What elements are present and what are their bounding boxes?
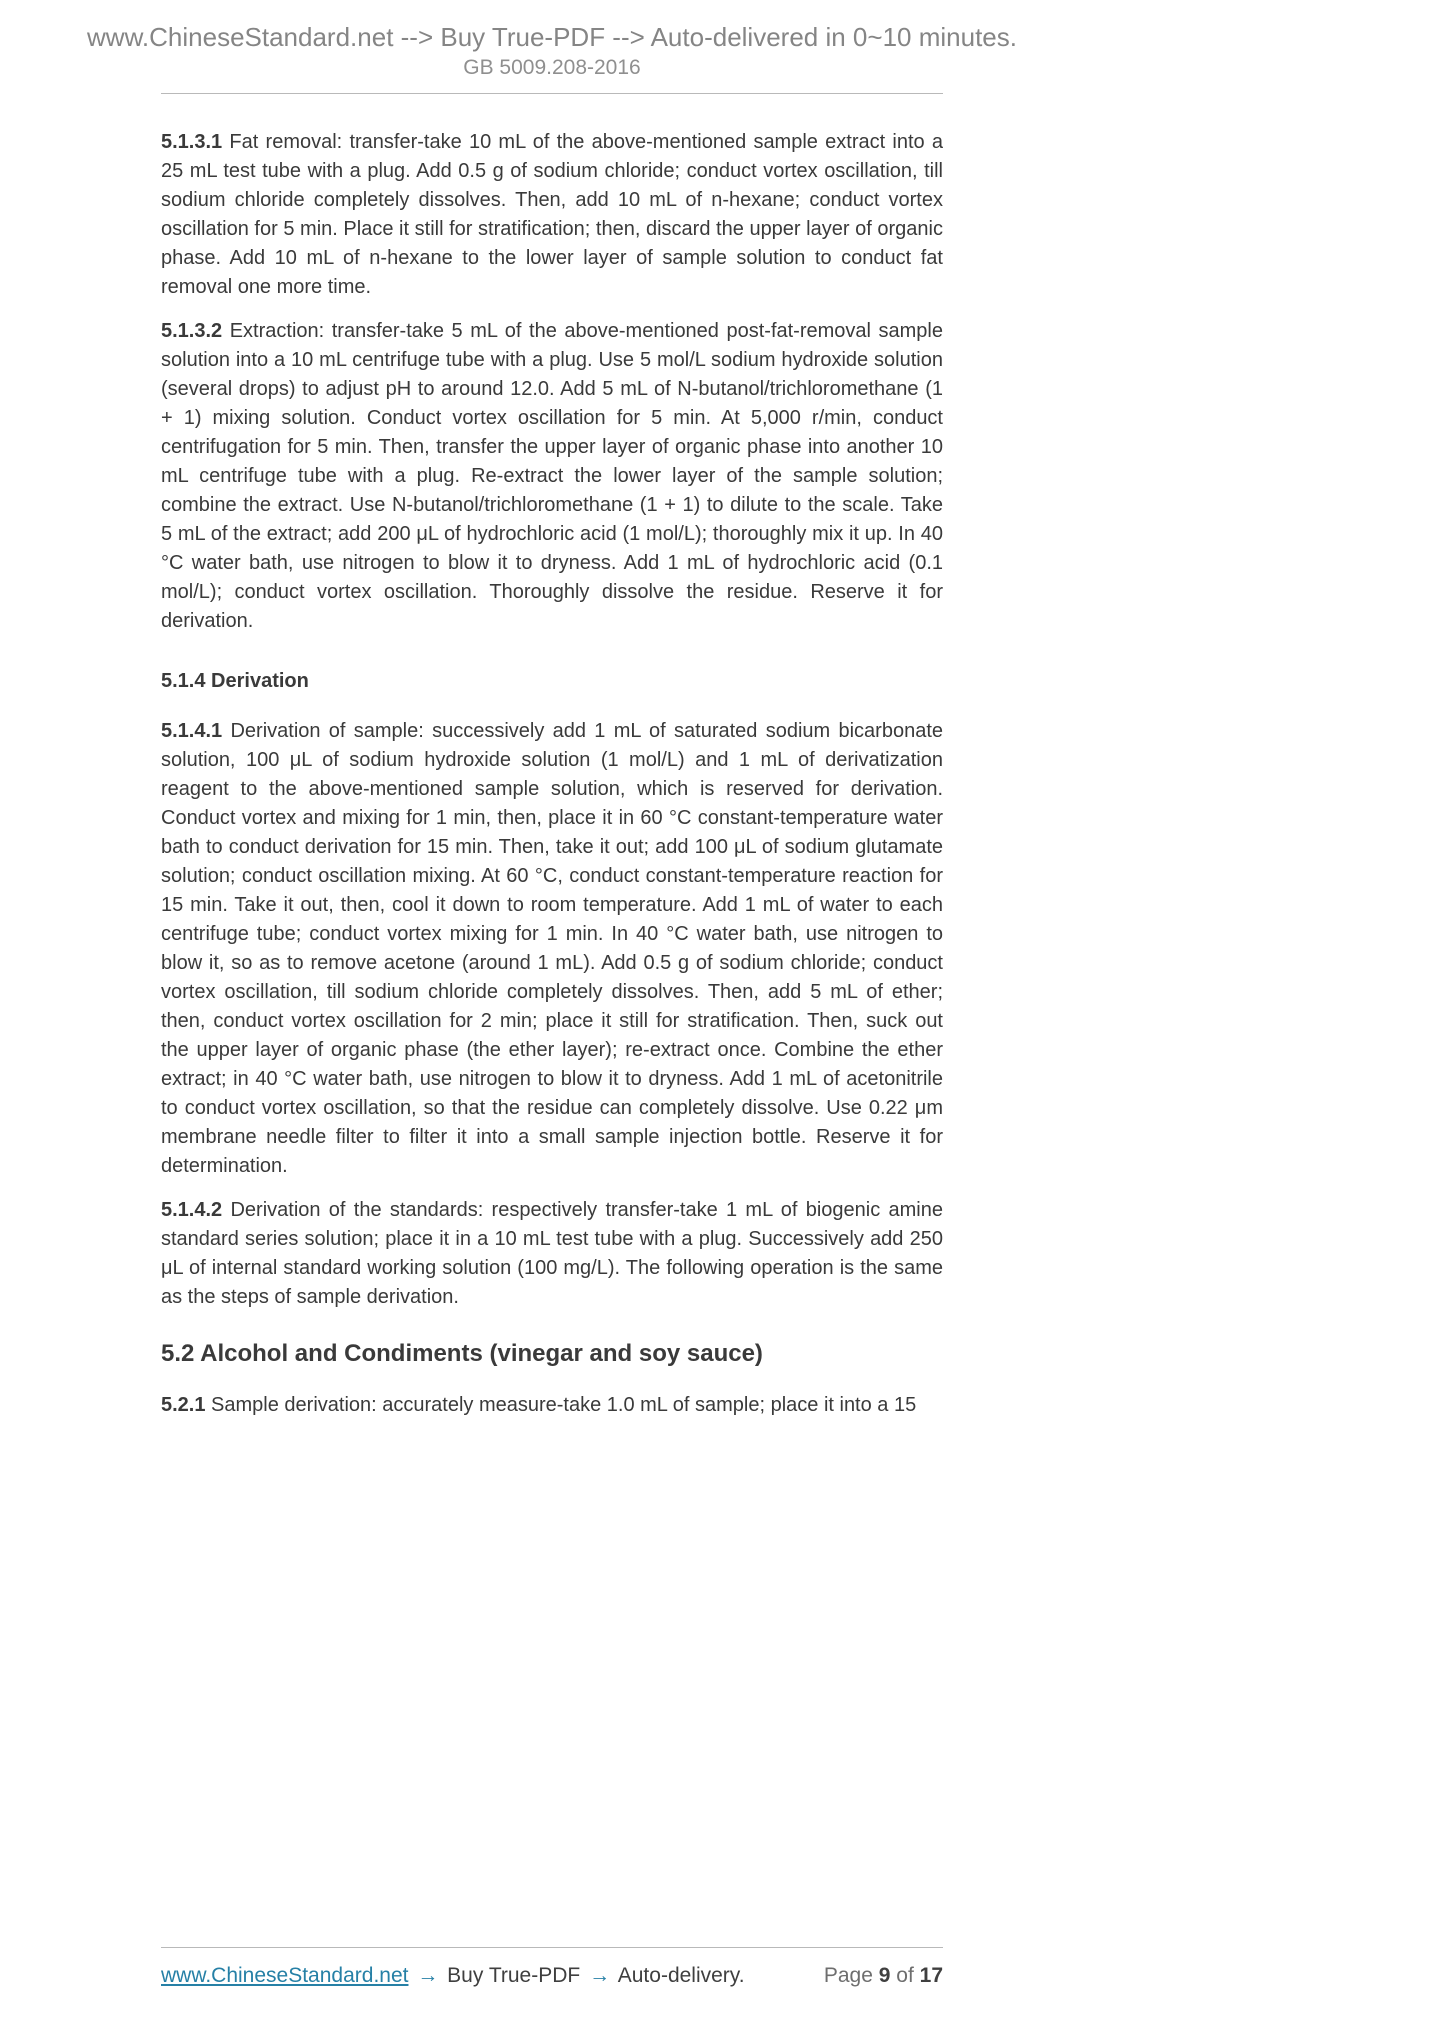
page-label: Page: [823, 1964, 873, 1987]
clause-5-1-4-2: [161, 1196, 943, 1312]
clause-number: 5.1.4.1: [161, 720, 223, 742]
total-pages: 17: [919, 1964, 943, 1987]
page-number: 9: [878, 1964, 891, 1987]
page-indicator: [824, 1963, 943, 1989]
header: [87, 0, 1017, 94]
clause-text: Fat removal: transfer-take 10 mL of the above-mentioned sample extract into a 25 mL test tube with a plug. Add 0.5 g of sodium chloride; conduct vortex oscillation, till sodium chloride completely dissolves. Then, add 10 mL of n-hexane; conduct vortex oscillation for 5 min. Place it still for stratification; then, discard the upper layer of organic phase. Add 10 mL of n-hexane to the lower layer of sample solution to conduct fat removal one more time.: [161, 131, 943, 298]
clause-text: Derivation of the standards: respectively transfer-take 1 mL of biogenic amine standard series solution; place it in a 10 mL test tube with a plug. Successively add 250 μL of internal standard working solution (100 mg/L). The following operation is the same as the steps of sample derivation.: [161, 1199, 943, 1308]
footer: [161, 1947, 943, 1989]
clause-text: Sample derivation: accurately measure-take 1.0 mL of sample; place it into a 15: [211, 1394, 917, 1416]
clause-number: 5.1.3.1: [161, 131, 223, 153]
header-banner: www.ChineseStandard.net --> Buy True-PDF --> Auto-delivered in 0~10 minutes.: [87, 22, 1017, 52]
header-divider: [161, 93, 943, 94]
clause-5-1-4-1: [161, 717, 943, 1181]
clause-number: 5.2.1: [161, 1394, 206, 1416]
clause-text: Extraction: transfer-take 5 mL of the above-mentioned post-fat-removal sample solution into a 10 mL centrifuge tube with a plug. Use 5 mol/L sodium hydroxide solution (several drops) to adjust pH to around 12.0. Add 5 mL of N-butanol/trichloromethane (1 + 1) mixing solution. Conduct vortex oscillation for 5 min. At 5,000 r/min, conduct centrifugation for 5 min. Then, transfer the upper layer of organic phase into another 10 mL centrifuge tube with a plug. Re-extract the lower layer of the sample solution; combine the extract. Use N-butanol/trichloromethane (1 + 1) to dilute to the scale. Take 5 mL of the extract; add 200 μL of hydrochloric acid (1 mol/L); thoroughly mix it up. In 40 °C water bath, use nitrogen to blow it to dryness. Add 1 mL of hydrochloric acid (0.1 mol/L); conduct vortex oscillation. Thoroughly dissolve the residue. Reserve it for derivation.: [161, 320, 943, 632]
header-banner-row: [87, 0, 1017, 52]
heading-5-1-4: 5.1.4 Derivation: [161, 670, 309, 692]
footer-divider: [161, 1947, 943, 1948]
footer-site-link[interactable]: www.ChineseStandard.net: [161, 1964, 409, 1987]
clause-text: Derivation of sample: successively add 1 mL of saturated sodium bicarbonate solution, 100 μL of sodium hydroxide solution (1 mol/L) and 1 mL of derivatization reagent to the above-mentioned sample solution, which is reserved for derivation. Conduct vortex and mixing for 1 min, then, place it in 60 °C constant-temperature water bath to conduct derivation for 15 min. Then, take it out; add 100 μL of sodium glutamate solution; conduct oscillation mixing. At 60 °C, conduct constant-temperature reaction for 15 min. Take it out, then, cool it down to room temperature. Add 1 mL of water to each centrifuge tube; conduct vortex mixing for 1 min. In 40 °C water bath, use nitrogen to blow it, so as to remove acetone (around 1 mL). Add 0.5 g of sodium chloride; conduct vortex oscillation, till sodium chloride completely dissolves. Then, add 5 mL of ether; then, conduct vortex oscillation for 2 min; place it still for stratification. Then, suck out the upper layer of organic phase (the ether layer); re-extract once. Combine the ether extract; in 40 °C water bath, use nitrogen to blow it to dryness. Add 1 mL of acetonitrile to conduct vortex oscillation, so that the residue can completely dissolve. Use 0.22 μm membrane needle filter to filter it into a small sample injection bottle. Reserve it for determination.: [161, 720, 943, 1177]
footer-row: [161, 1963, 943, 1989]
clause-5-1-3-1: [161, 128, 943, 302]
content-column: [87, 0, 1017, 1435]
heading-5-2: 5.2 Alcohol and Condiments (vinegar and soy sauce): [161, 1340, 763, 1367]
document-body: [161, 128, 943, 1420]
arrow-icon: →: [589, 1964, 611, 1987]
clause-number: 5.1.3.2: [161, 320, 223, 342]
document-number: GB 5009.208-2016: [463, 56, 641, 79]
footer-buy-label: Buy True-PDF: [447, 1964, 581, 1987]
of-label: of: [896, 1964, 914, 1987]
clause-5-1-3-2: [161, 317, 943, 636]
arrow-icon: →: [417, 1964, 439, 1987]
footer-delivery-label: Auto-delivery.: [617, 1964, 745, 1987]
clause-number: 5.1.4.2: [161, 1199, 223, 1221]
clause-5-2-1: [161, 1391, 943, 1420]
footer-info: [161, 1963, 745, 1989]
